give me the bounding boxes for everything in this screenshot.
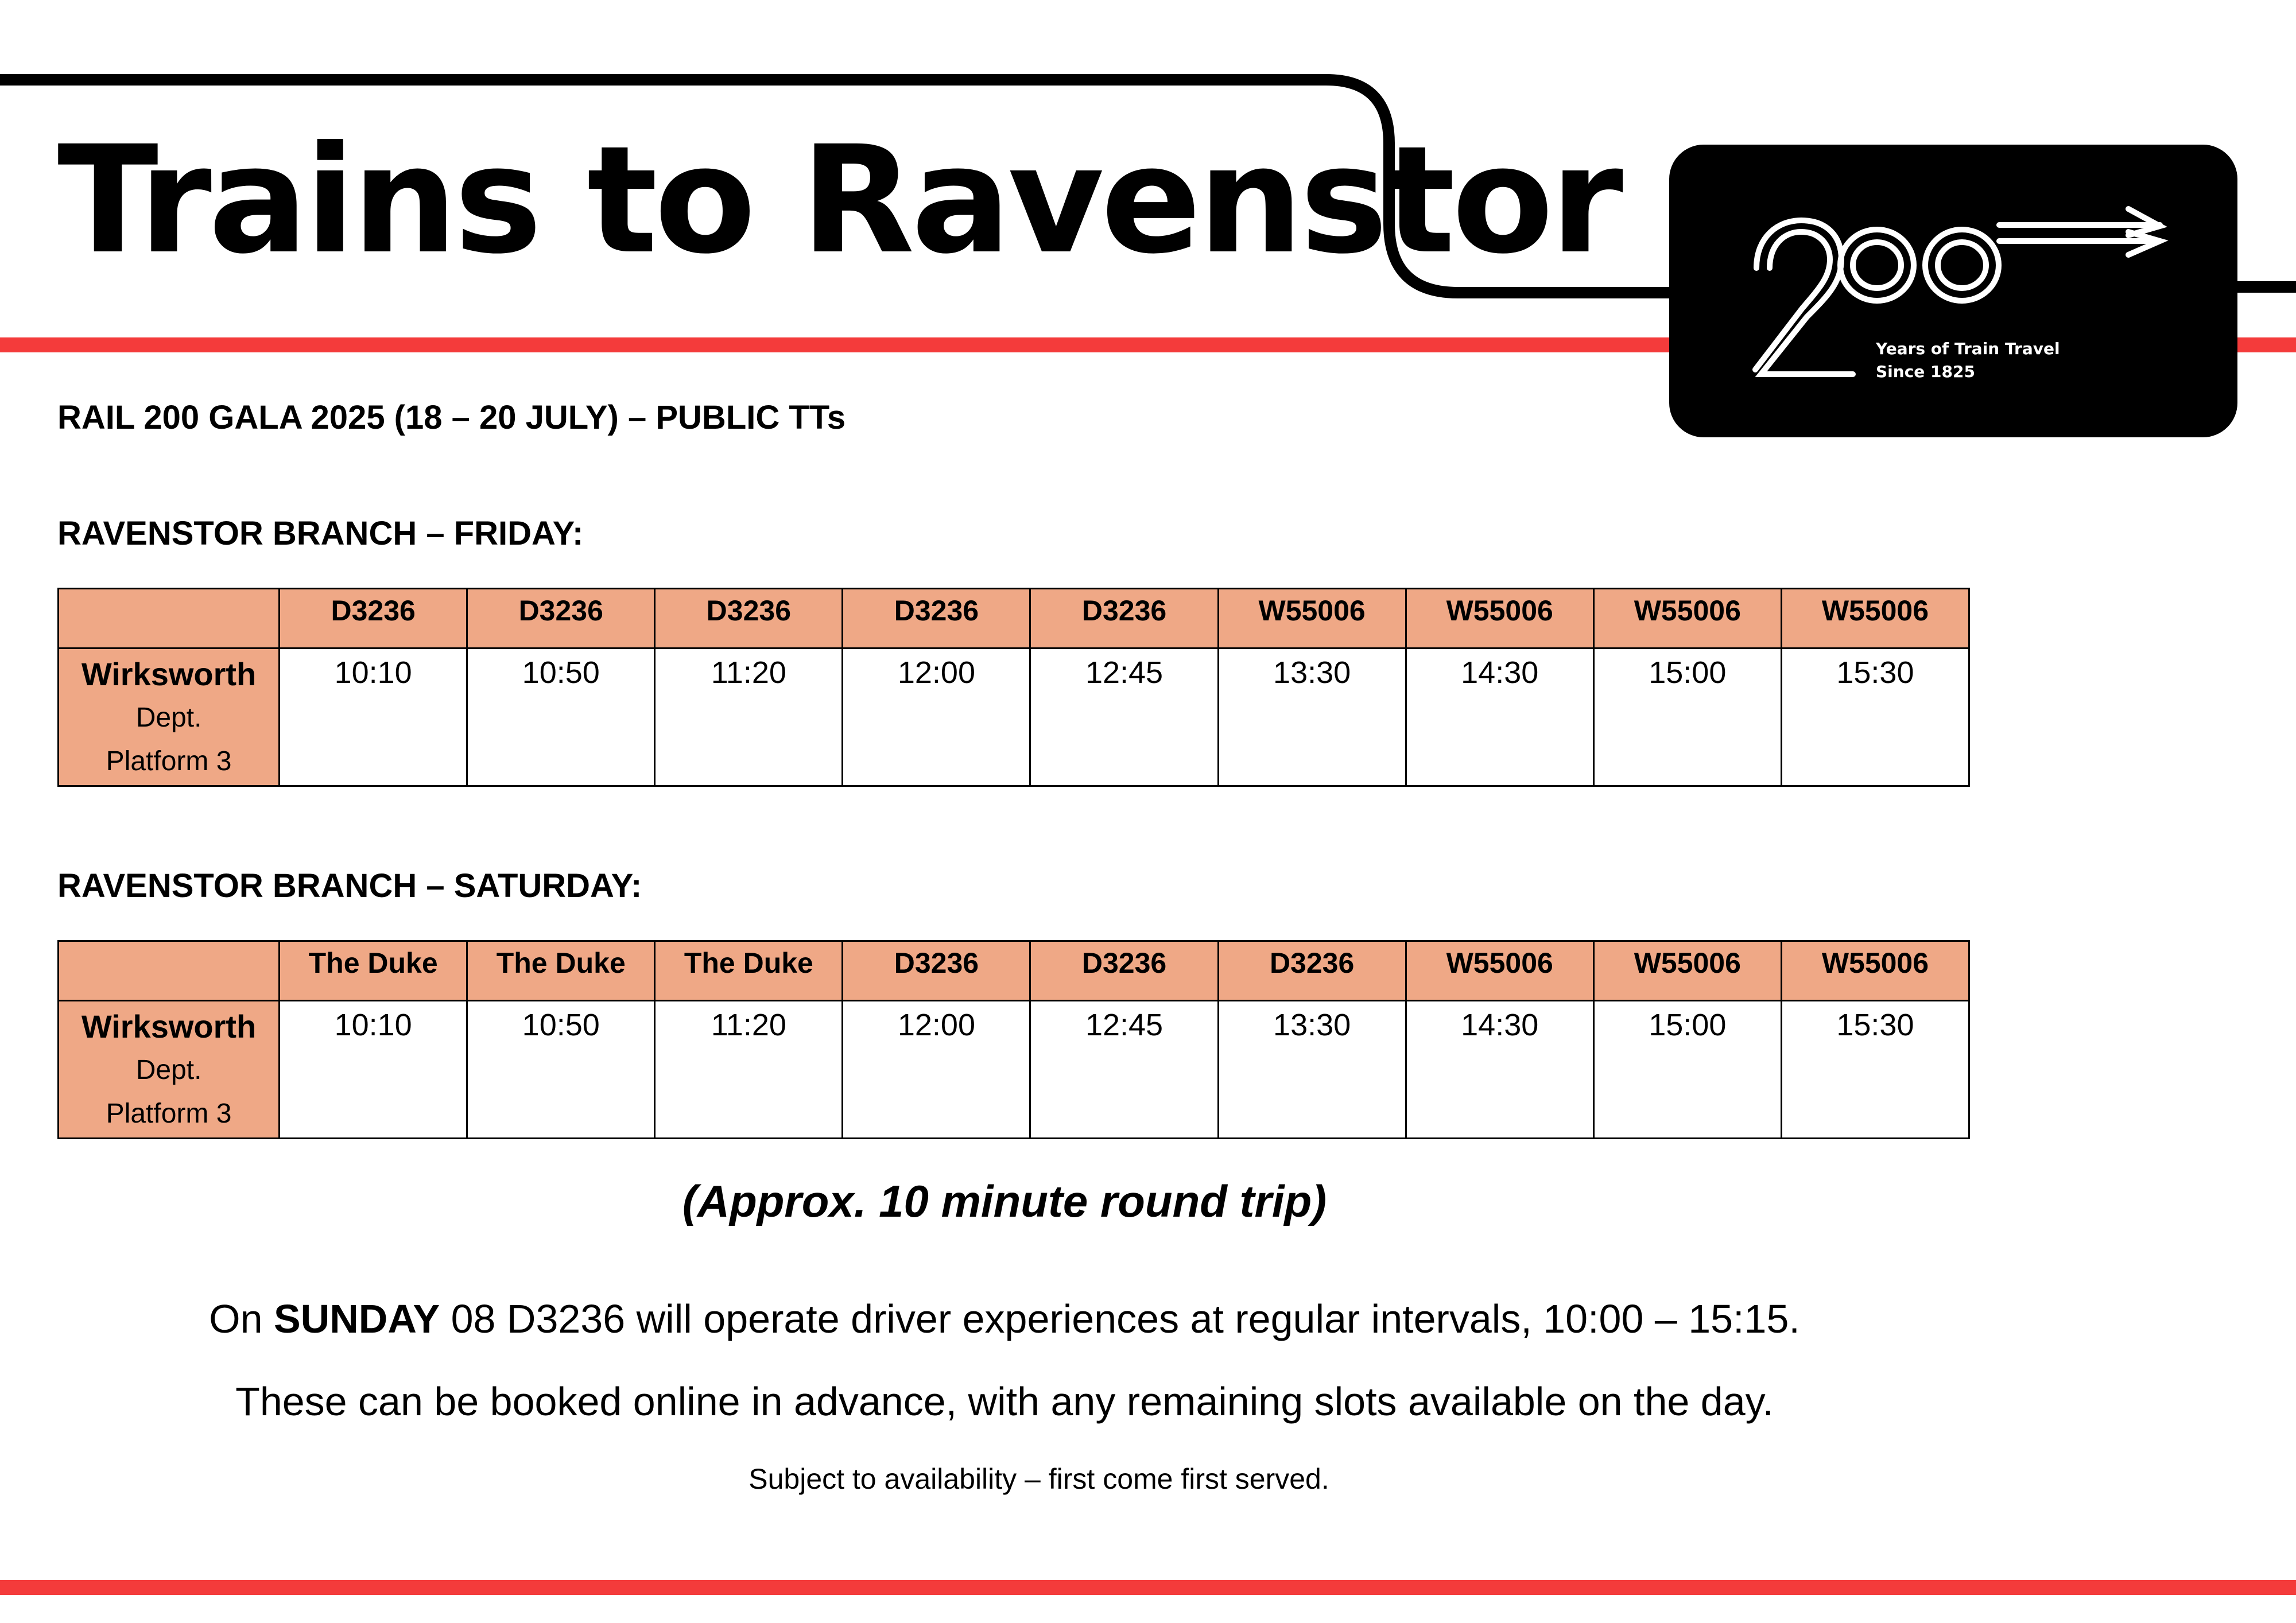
loco-header: The Duke	[655, 941, 843, 1001]
departure-time: 10:10	[280, 649, 467, 786]
loco-header-row	[59, 589, 1969, 649]
logo-caption-line1: Years of Train Travel	[1876, 339, 2060, 358]
corner-cell	[59, 941, 280, 1001]
station-name: Wirksworth	[81, 1008, 257, 1045]
sunday-note-prefix: On	[209, 1296, 274, 1341]
departure-time: 10:50	[467, 1001, 655, 1139]
station-platform: Platform 3	[106, 746, 232, 776]
trademark-mark: ™	[1939, 232, 1947, 241]
loco-header: D3236	[467, 589, 655, 649]
loco-header: D3236	[655, 589, 843, 649]
booking-note: These can be booked online in advance, with any remaining slots available on the day.	[235, 1379, 1774, 1424]
saturday-heading: RAVENSTOR BRANCH – SATURDAY:	[57, 867, 642, 904]
loco-header: W55006	[1218, 589, 1406, 649]
bottom-red-rule	[0, 1580, 2296, 1595]
loco-header: D3236	[280, 589, 467, 649]
loco-header: W55006	[1406, 941, 1593, 1001]
saturday-timetable	[57, 940, 1970, 1139]
departure-time: 12:00	[843, 1001, 1030, 1139]
departure-time: 12:45	[1030, 1001, 1218, 1139]
departure-time: 15:00	[1593, 1001, 1781, 1139]
loco-header: W55006	[1593, 941, 1781, 1001]
loco-header: D3236	[1030, 941, 1218, 1001]
departure-time: 13:30	[1218, 1001, 1406, 1139]
loco-header: D3236	[843, 941, 1030, 1001]
departure-time: 15:30	[1781, 649, 1969, 786]
friday-heading: RAVENSTOR BRANCH – FRIDAY:	[57, 515, 584, 552]
table-row	[59, 1001, 1969, 1139]
round-trip-note: (Approx. 10 minute round trip)	[682, 1176, 1327, 1226]
departure-time: 14:30	[1406, 649, 1593, 786]
departure-time: 11:20	[655, 649, 843, 786]
table-row	[59, 649, 1969, 786]
sunday-label: SUNDAY	[273, 1296, 440, 1341]
loco-header: W55006	[1406, 589, 1593, 649]
departure-time: 13:30	[1218, 649, 1406, 786]
departure-time: 15:30	[1781, 1001, 1969, 1139]
loco-header: The Duke	[467, 941, 655, 1001]
loco-header: D3236	[1030, 589, 1218, 649]
sunday-note-text: 08 D3236 will operate driver experiences at regular intervals, 10:00 – 15:15.	[440, 1296, 1800, 1341]
departure-time: 10:10	[280, 1001, 467, 1139]
station-platform: Platform 3	[106, 1098, 232, 1129]
departure-time: 14:30	[1406, 1001, 1593, 1139]
station-dept: Dept.	[135, 702, 202, 733]
loco-header: D3236	[843, 589, 1030, 649]
loco-header: W55006	[1593, 589, 1781, 649]
departure-time: 15:00	[1593, 649, 1781, 786]
availability-note: Subject to availability – first come first served.	[748, 1463, 1329, 1495]
departure-time: 12:00	[843, 649, 1030, 786]
page-title: Trains to Ravenstor	[57, 114, 1620, 286]
loco-header-row	[59, 941, 1969, 1001]
rail-200-logo-mark	[1669, 145, 2237, 437]
loco-header: D3236	[1218, 941, 1406, 1001]
logo-caption	[1876, 337, 2060, 383]
sunday-note	[0, 1296, 2009, 1342]
logo-caption-line2: Since 1825	[1876, 362, 1975, 381]
station-dept: Dept.	[135, 1055, 202, 1085]
departure-time: 10:50	[467, 649, 655, 786]
departure-time: 12:45	[1030, 649, 1218, 786]
station-name: Wirksworth	[81, 656, 257, 692]
friday-timetable	[57, 588, 1970, 787]
departure-time: 11:20	[655, 1001, 843, 1139]
loco-header: The Duke	[280, 941, 467, 1001]
loco-header: W55006	[1781, 941, 1969, 1001]
station-cell	[59, 1001, 280, 1139]
corner-cell	[59, 589, 280, 649]
loco-header: W55006	[1781, 589, 1969, 649]
station-cell	[59, 649, 280, 786]
event-subtitle: RAIL 200 GALA 2025 (18 – 20 JULY) – PUBLIC TTs	[57, 399, 846, 436]
